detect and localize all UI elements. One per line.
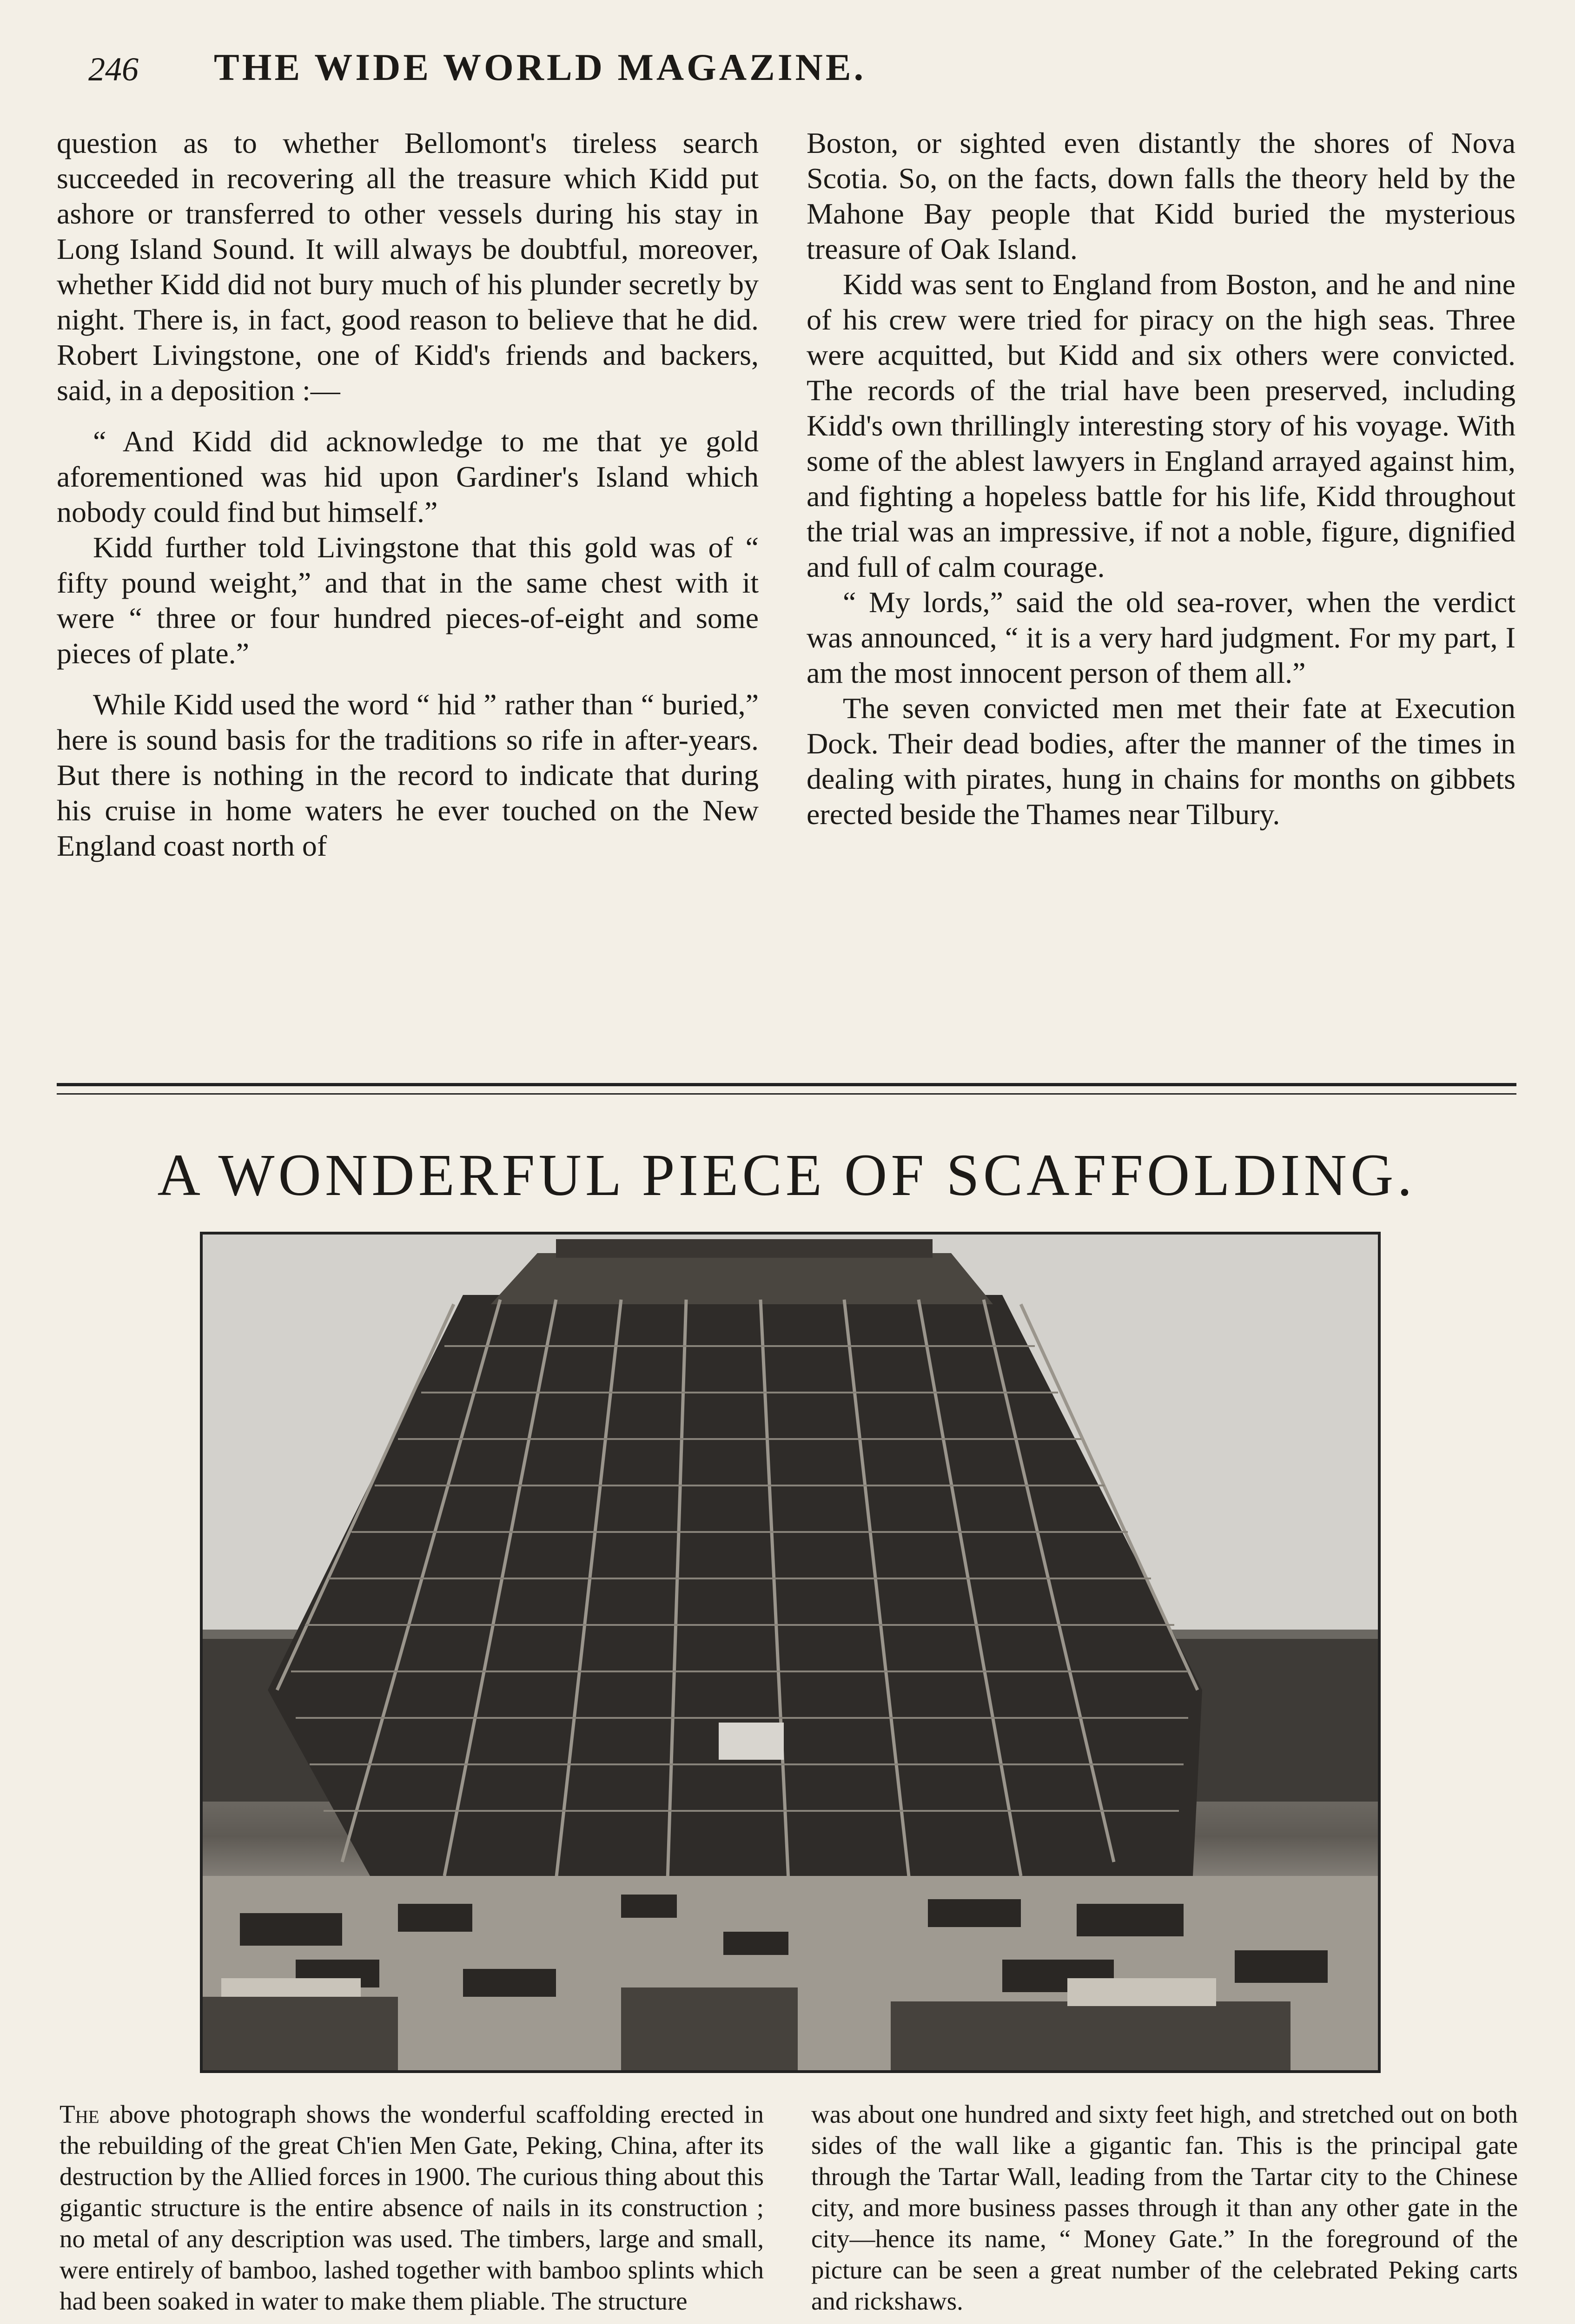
scaffolding-photo bbox=[200, 1232, 1381, 2073]
photo-caption-right: was about one hundred and sixty feet high, and stretched out on both sides of the wall like a gigantic fan. This is the principal gate through the Tartar Wall, leading from the Tartar city to the Chinese city, and more business passes through it than any other gate in the city—hence its name, “ Money Gate.” In the foreground of the picture can be seen a great number of the celebrated Peking carts and rickshaws. bbox=[811, 2100, 1518, 2315]
page-number: 246 bbox=[88, 51, 139, 88]
article-right-column bbox=[807, 125, 1515, 832]
paragraph: “ My lords,” said the old sea-rover, when the verdict was announced, “ it is a very hard judgment. For my part, I am the most innocent person of them all.” bbox=[807, 586, 1515, 689]
magazine-title: THE WIDE WORLD MAGAZINE. bbox=[214, 46, 867, 88]
photo-caption-left bbox=[60, 2099, 764, 2317]
paragraph: question as to whether Bellomont's tireless search succeeded in recovering all the treasure which Kidd put ashore or transferred to other vessels during his stay in Long Island Sound. It will always be doubtful, moreover, whether Kidd did not bury much of his plunder secretly by night. There is, in fact, good reason to believe that he did. Robert Livingstone, one of Kidd's friends and backers, said, in a deposition :— bbox=[57, 126, 759, 407]
article-left-column bbox=[57, 125, 759, 864]
article-title: A WONDERFUL PIECE OF SCAFFOLDING. bbox=[157, 1142, 1416, 1208]
paragraph: Kidd was sent to England from Boston, and he and nine of his crew were tried for piracy on the high seas. Three were acquitted, but Kidd and six others were convicted. The records of the trial have been preserved, including Kidd's own thrillingly interesting story of his voyage. With some of the ablest lawyers in England arrayed against him, and fighting a hopeless battle for his life, Kidd throughout the trial was an impressive, if not a noble, figure, dignified and full of calm courage. bbox=[807, 268, 1515, 583]
paragraph: Boston, or sighted even distantly the shores of Nova Scotia. So, on the facts, down falls the theory held by the Mahone Bay people that Kidd buried the mysterious treasure of Oak Island. bbox=[807, 126, 1515, 265]
caption-text: above photograph shows the wonderful scaffolding erected in the rebuilding of the great Ch'ien Men Gate, Peking, China, after its destruction by the Allied forces in 1900. The curious thing about this gigantic structure is the entire absence of nails in its construction ; no metal of any description was used. The timbers, large and small, were entirely of bamboo, lashed together with bamboo splints which had been soaked in water to make them pliable. The structure bbox=[60, 2100, 764, 2315]
page-header bbox=[60, 41, 1515, 97]
paragraph: While Kidd used the word “ hid ” rather than “ buried,” here is sound basis for the traditions so rife in after-years. But there is nothing in the record to indicate that during his cruise in home waters he ever touched on the New England coast north of bbox=[57, 688, 759, 862]
caption-lead: The bbox=[60, 2100, 99, 2128]
paragraph: The seven convicted men met their fate at Execution Dock. Their dead bodies, after the manner of the times in dealing with pirates, hung in chains for months on gibbets erected beside the Thames near Tilbury. bbox=[807, 692, 1515, 831]
section-divider-thin bbox=[57, 1093, 1516, 1095]
paragraph: Kidd further told Livingstone that this gold was of “ fifty pound weight,” and that in the same chest with it were “ three or four hundred pieces-of-eight and some pieces of plate.” bbox=[57, 531, 759, 670]
section-divider bbox=[57, 1083, 1516, 1086]
quote-paragraph: “ And Kidd did acknowledge to me that ye gold aforementioned was hid upon Gardiner's Island which nobody could find but himself.” bbox=[57, 425, 759, 528]
